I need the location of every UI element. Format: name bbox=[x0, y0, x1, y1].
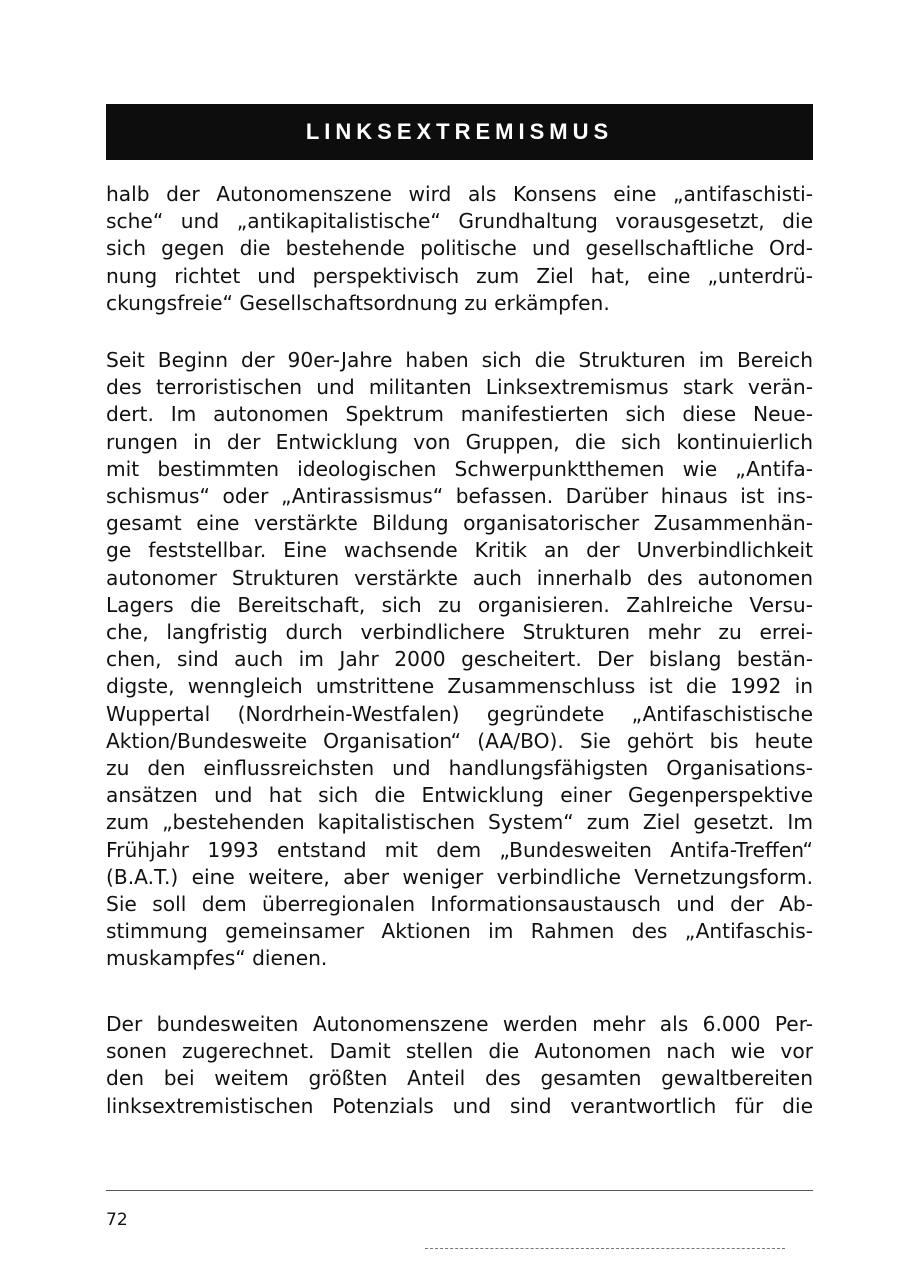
text-line: schismus“ oder „Antirassismus“ befassen. Darüber hinaus ist ins- bbox=[106, 484, 813, 509]
text-line: dert. Im autonomen Spektrum manifestierten sich diese Neue- bbox=[106, 402, 813, 427]
text-line: Sie soll dem überregionalen Informationsaustausch und der Ab- bbox=[106, 892, 813, 917]
text-line: Lagers die Bereitschaft, sich zu organisieren. Zahlreiche Versu- bbox=[106, 592, 813, 617]
text-line: autonomer Strukturen verstärkte auch innerhalb des autonomen bbox=[106, 565, 813, 590]
text-line: nung richtet und perspektivisch zum Ziel hat, eine „unterdrü- bbox=[106, 263, 813, 288]
text-line: che, langfristig durch verbindlichere Strukturen mehr zu errei- bbox=[106, 620, 813, 645]
paragraph-2 bbox=[106, 347, 813, 973]
text-line: ansätzen und hat sich die Entwicklung einer Gegenperspektive bbox=[106, 783, 813, 808]
text-line: sche“ und „antikapitalistische“ Grundhaltung vorausgesetzt, die bbox=[106, 209, 813, 234]
text-line: Frühjahr 1993 entstand mit dem „Bundesweiten Antifa-Treffen“ bbox=[106, 837, 813, 862]
text-line: sonen zugerechnet. Damit stellen die Autonomen nach wie vor bbox=[106, 1039, 813, 1064]
text-line: gesamt eine verstärkte Bildung organisatorischer Zusammenhän- bbox=[106, 511, 813, 536]
chapter-title: LINKSEXTREMISMUS bbox=[305, 119, 614, 144]
text-line: chen, sind auch im Jahr 2000 gescheitert. Der bislang bestän- bbox=[106, 647, 813, 672]
text-line: muskampfes“ dienen. bbox=[106, 946, 328, 971]
paragraph-3 bbox=[106, 1011, 813, 1120]
text-line: ckungsfreie“ Gesellschaftsordnung zu erkämpfen. bbox=[106, 290, 610, 315]
chapter-header-bar bbox=[106, 104, 813, 160]
text-line: (B.A.T.) eine weitere, aber weniger verbindliche Vernetzungsform. bbox=[106, 864, 813, 889]
text-line: linksextremistischen Potenzials und sind verantwortlich für die bbox=[106, 1093, 813, 1118]
text-line: rungen in der Entwicklung von Gruppen, die sich kontinuierlich bbox=[106, 429, 813, 454]
footer-rule bbox=[106, 1190, 813, 1191]
text-line: mit bestimmten ideologischen Schwerpunktthemen wie „Antifa- bbox=[106, 456, 813, 481]
text-line: des terroristischen und militanten Linksextremismus stark verän- bbox=[106, 375, 813, 400]
text-line: zu den einflussreichsten und handlungsfähigsten Organisations- bbox=[106, 756, 813, 781]
text-line: ge feststellbar. Eine wachsende Kritik an der Unverbindlichkeit bbox=[106, 538, 813, 563]
page-number: 72 bbox=[106, 1210, 128, 1230]
text-line: stimmung gemeinsamer Aktionen im Rahmen des „Antifaschis- bbox=[106, 919, 813, 944]
text-line: Aktion/Bundesweite Organisation“ (AA/BO). Sie gehört bis heute bbox=[106, 728, 813, 753]
text-line: Wuppertal (Nordrhein-Westfalen) gegründete „Antifaschistische bbox=[106, 701, 813, 726]
paragraph-1 bbox=[106, 181, 813, 317]
text-line: den bei weitem größten Anteil des gesamten gewaltbereiten bbox=[106, 1066, 813, 1091]
scan-edge-mark bbox=[425, 1248, 785, 1249]
text-line: sich gegen die bestehende politische und gesellschaftliche Ord- bbox=[106, 236, 813, 261]
text-line: digste, wenngleich umstrittene Zusammenschluss ist die 1992 in bbox=[106, 674, 813, 699]
text-line: Seit Beginn der 90er-Jahre haben sich die Strukturen im Bereich bbox=[106, 348, 813, 372]
text-line: halb der Autonomenszene wird als Konsens eine „antifaschisti- bbox=[106, 182, 813, 206]
text-line: Der bundesweiten Autonomenszene werden mehr als 6.000 Per- bbox=[106, 1012, 813, 1036]
text-line: zum „bestehenden kapitalistischen System“ zum Ziel gesetzt. Im bbox=[106, 810, 813, 835]
